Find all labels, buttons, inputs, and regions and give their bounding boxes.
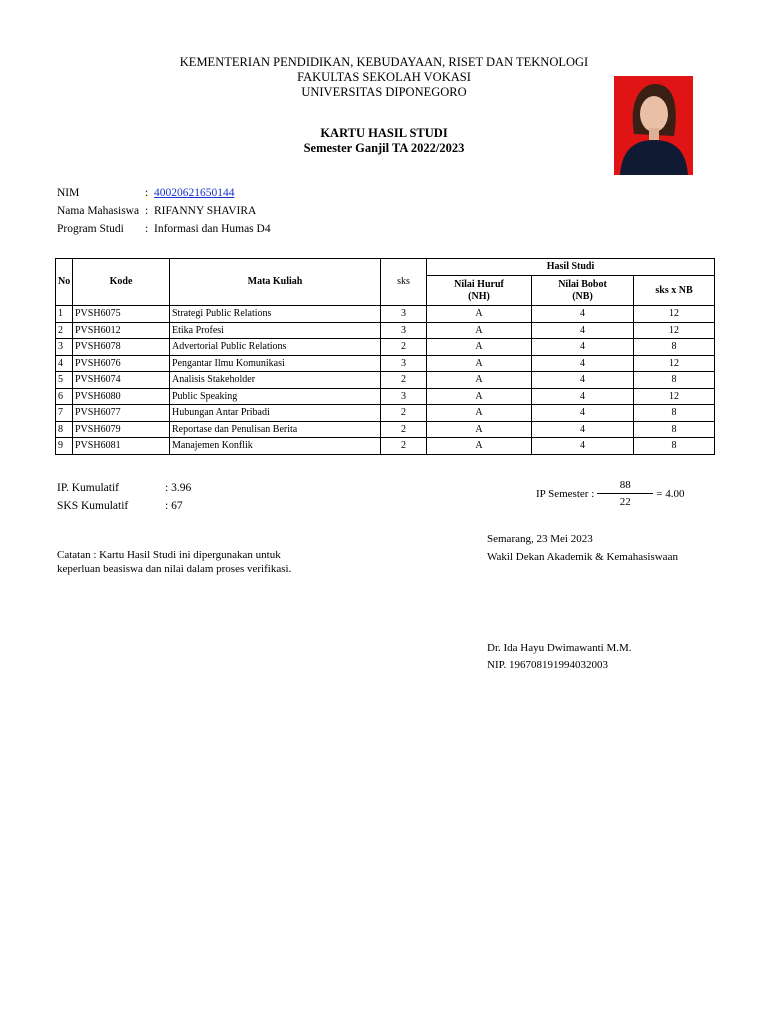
cell-mata-kuliah: Pengantar Ilmu Komunikasi: [170, 355, 381, 372]
cell-no: 3: [56, 339, 73, 356]
cell-sks: 2: [381, 405, 427, 422]
cell-kode: PVSH6079: [73, 421, 170, 438]
cell-nb: 4: [532, 339, 634, 356]
ips-denominator: 22: [619, 496, 631, 508]
cell-nb: 4: [532, 438, 634, 455]
name-label: Nama Mahasiswa: [57, 205, 140, 217]
ips-numerator: 88: [619, 479, 631, 491]
ips-result: = 4.00: [656, 487, 685, 500]
cell-nh: A: [427, 421, 532, 438]
fraction-bar: [597, 493, 653, 494]
cumulative-summary: [57, 479, 191, 515]
cell-sks: 3: [381, 388, 427, 405]
cell-nh: A: [427, 405, 532, 422]
university-name: UNIVERSITAS DIPONEGORO: [301, 85, 467, 99]
cell-sks: 2: [381, 372, 427, 389]
signer-nip: NIP. 196708191994032003: [487, 659, 609, 671]
cell-kode: PVSH6074: [73, 372, 170, 389]
cell-mata-kuliah: Manajemen Konflik: [170, 438, 381, 455]
cell-kode: PVSH6077: [73, 405, 170, 422]
cell-total: 12: [634, 306, 715, 323]
cell-total: 8: [634, 372, 715, 389]
table-row: [56, 438, 715, 455]
colon: :: [145, 187, 149, 199]
header-nilai-bobot: [532, 276, 634, 306]
signer-name: Dr. Ida Hayu Dwimawanti M.M.: [487, 642, 632, 654]
cell-total: 12: [634, 322, 715, 339]
cell-nb: 4: [532, 388, 634, 405]
cell-nh: A: [427, 339, 532, 356]
cell-no: 9: [56, 438, 73, 455]
cell-total: 8: [634, 405, 715, 422]
cell-sks: 3: [381, 306, 427, 323]
grades-table: [55, 258, 715, 455]
cell-no: 5: [56, 372, 73, 389]
cell-kode: PVSH6078: [73, 339, 170, 356]
ipk-row: [57, 479, 191, 497]
cell-nh: A: [427, 306, 532, 323]
cell-kode: PVSH6081: [73, 438, 170, 455]
neck-shape: [649, 128, 659, 140]
header-sks-x-nb: sks x NB: [634, 276, 715, 306]
cell-total: 12: [634, 388, 715, 405]
name-row: [57, 202, 271, 220]
ips-fraction: [597, 478, 653, 509]
cell-total: 12: [634, 355, 715, 372]
cell-mata-kuliah: Public Speaking: [170, 388, 381, 405]
colon: :: [145, 223, 149, 235]
header-nilai-huruf: [427, 276, 532, 306]
cell-nh: A: [427, 372, 532, 389]
header-kode: Kode: [73, 259, 170, 306]
colon: :: [145, 205, 149, 217]
cell-total: 8: [634, 438, 715, 455]
sks-value: : 67: [165, 500, 183, 512]
document-title: [150, 126, 618, 156]
header-no: No: [56, 259, 73, 306]
cell-nb: 4: [532, 372, 634, 389]
cell-no: 1: [56, 306, 73, 323]
table-row: [56, 339, 715, 356]
header-nb: (NB): [572, 290, 593, 302]
cell-nh: A: [427, 388, 532, 405]
nim-label: NIM: [57, 187, 80, 199]
cell-nb: 4: [532, 405, 634, 422]
signer-position: Wakil Dekan Akademik & Kemahasiswaan: [487, 551, 678, 563]
table-row: [56, 421, 715, 438]
ipk-label: IP. Kumulatif: [57, 482, 119, 494]
table-row: [56, 405, 715, 422]
sks-label: SKS Kumulatif: [57, 500, 129, 512]
title-semester: Semester Ganjil TA 2022/2023: [303, 141, 465, 155]
table-row: [56, 388, 715, 405]
header-sks: sks: [381, 259, 427, 306]
ip-semester: [536, 478, 684, 509]
cell-kode: PVSH6075: [73, 306, 170, 323]
student-photo: [614, 76, 693, 175]
student-info: [57, 184, 271, 238]
header-mata-kuliah: Mata Kuliah: [170, 259, 381, 306]
header-hasil-studi: Hasil Studi: [427, 259, 715, 276]
nim-row: [57, 184, 271, 202]
signature-block: [487, 530, 678, 566]
cell-nb: 4: [532, 322, 634, 339]
table-row: [56, 322, 715, 339]
table-row: [56, 306, 715, 323]
ipk-value: : 3.96: [165, 482, 192, 494]
program-label: Program Studi: [57, 223, 124, 235]
sks-row: [57, 497, 191, 515]
cell-sks: 3: [381, 322, 427, 339]
header-nh: (NH): [468, 290, 490, 302]
cell-nh: A: [427, 322, 532, 339]
student-name: RIFANNY SHAVIRA: [154, 205, 257, 217]
nim-link[interactable]: 40020621650144: [154, 187, 235, 199]
cell-no: 4: [56, 355, 73, 372]
faculty-name: FAKULTAS SEKOLAH VOKASI: [297, 70, 471, 84]
cell-kode: PVSH6080: [73, 388, 170, 405]
shirt-shape: [620, 140, 688, 175]
cell-sks: 2: [381, 339, 427, 356]
cell-nb: 4: [532, 355, 634, 372]
program-row: [57, 220, 271, 238]
cell-no: 8: [56, 421, 73, 438]
cell-total: 8: [634, 421, 715, 438]
header-nilai-bobot-label: Nilai Bobot: [558, 278, 607, 290]
cell-nh: A: [427, 438, 532, 455]
table-row: [56, 372, 715, 389]
cell-mata-kuliah: Hubungan Antar Pribadi: [170, 405, 381, 422]
cell-no: 7: [56, 405, 73, 422]
cell-no: 2: [56, 322, 73, 339]
cell-mata-kuliah: Analisis Stakeholder: [170, 372, 381, 389]
table-row: [56, 355, 715, 372]
cell-nb: 4: [532, 421, 634, 438]
cell-nh: A: [427, 355, 532, 372]
place-date: Semarang, 23 Mei 2023: [487, 533, 593, 545]
cell-mata-kuliah: Strategi Public Relations: [170, 306, 381, 323]
cell-sks: 3: [381, 355, 427, 372]
cell-mata-kuliah: Reportase dan Penulisan Berita: [170, 421, 381, 438]
cell-sks: 2: [381, 421, 427, 438]
cell-sks: 2: [381, 438, 427, 455]
cell-nb: 4: [532, 306, 634, 323]
cell-mata-kuliah: Etika Profesi: [170, 322, 381, 339]
cell-total: 8: [634, 339, 715, 356]
ministry-name: KEMENTERIAN PENDIDIKAN, KEBUDAYAAN, RISET DAN TEKNOLOGI: [179, 55, 589, 69]
header-nilai-huruf-label: Nilai Huruf: [454, 278, 504, 290]
title-main: KARTU HASIL STUDI: [320, 126, 448, 140]
ips-label: IP Semester :: [536, 487, 595, 500]
note: Catatan : Kartu Hasil Studi ini dipergunakan untuk keperluan beasiswa dan nilai dalam proses verifikasi.: [57, 549, 292, 575]
cell-kode: PVSH6012: [73, 322, 170, 339]
cell-mata-kuliah: Advertorial Public Relations: [170, 339, 381, 356]
program-name: Informasi dan Humas D4: [154, 223, 271, 235]
institution-header: [150, 55, 618, 100]
cell-kode: PVSH6076: [73, 355, 170, 372]
signer: [487, 640, 632, 674]
face-shape: [640, 96, 668, 132]
cell-no: 6: [56, 388, 73, 405]
